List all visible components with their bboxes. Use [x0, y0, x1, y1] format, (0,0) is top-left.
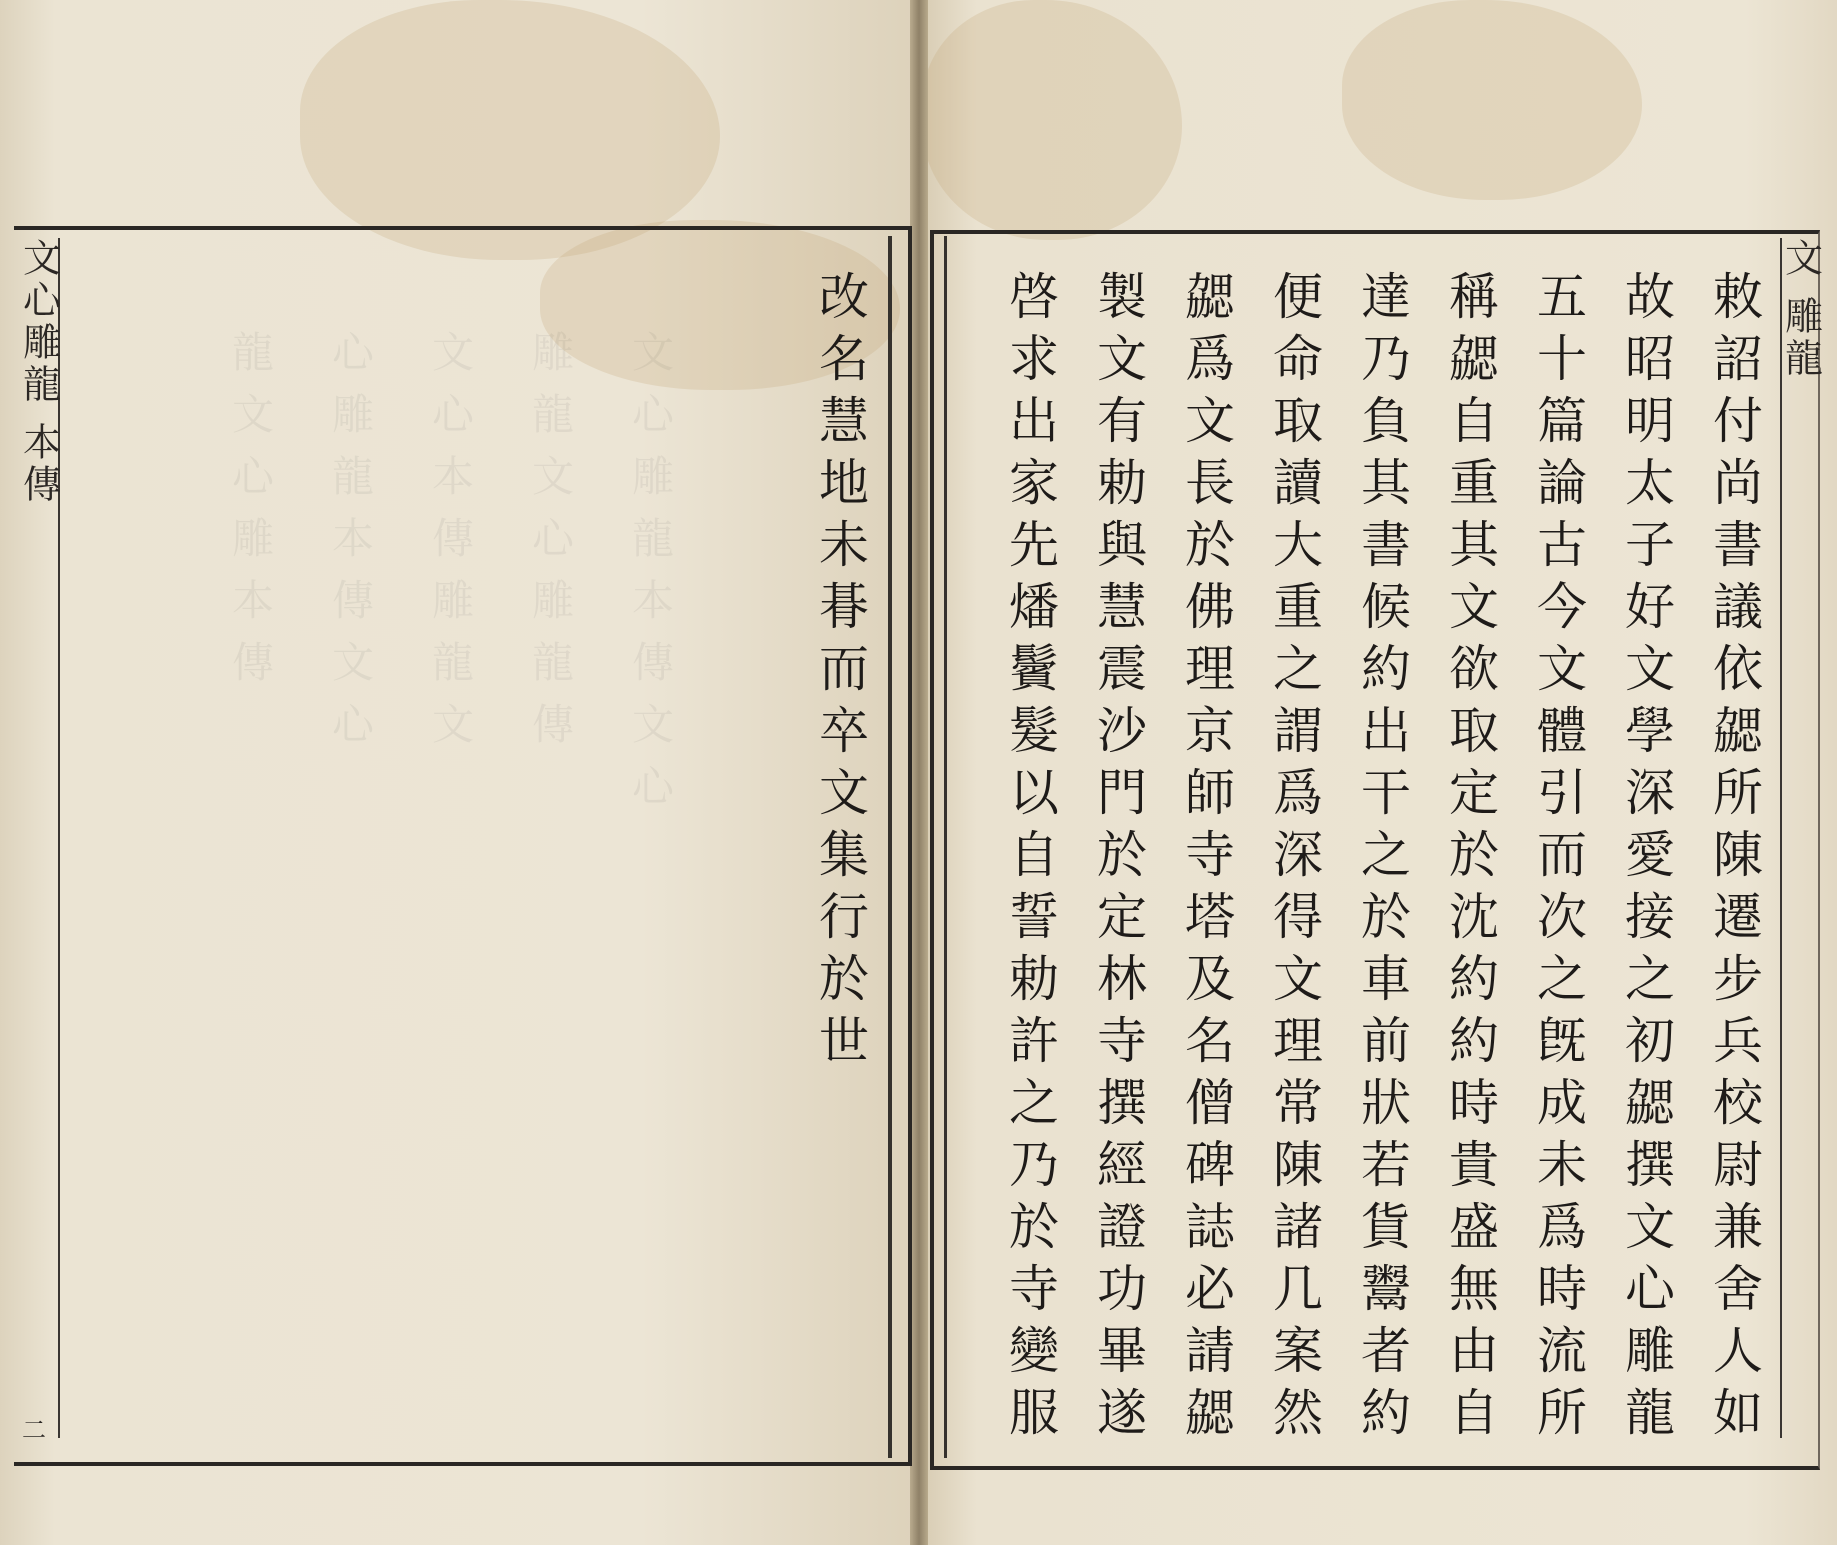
page-number: 二	[22, 1416, 46, 1444]
text-column-5: 達乃負其書候約出干之於車前狀若貨鬻者約	[1353, 270, 1411, 1448]
bleed-through-text: 文心雕龍本傳文心	[626, 330, 675, 826]
text-column-3: 五十篇論古今文體引而次之旣成未爲時流所	[1529, 270, 1587, 1448]
right-margin-strip	[1778, 238, 1823, 1438]
left-margin-title: 文心雕龍 本傳	[16, 238, 61, 507]
text-column-9: 啓求出家先燔鬢髮以自誓勅許之乃於寺變服	[1001, 270, 1059, 1448]
water-stain	[922, 0, 1182, 240]
column-rule	[944, 236, 947, 1458]
text-column-4: 稱勰自重其文欲取定於沈約約時貴盛無由自	[1441, 270, 1499, 1448]
text-column-7: 勰爲文長於佛理京師寺塔及名僧碑誌必請勰	[1177, 270, 1235, 1448]
bleed-through-text: 心雕龍本傳文心	[326, 330, 375, 764]
left-page-border	[14, 226, 912, 1466]
text-column-2: 故昭明太子好文學深愛接之初勰撰文心雕龍	[1617, 270, 1675, 1448]
right-margin-title: 文 雕龍	[1778, 238, 1823, 381]
water-stain	[300, 0, 720, 260]
water-stain	[1342, 0, 1642, 200]
text-column-8: 製文有勅與慧震沙門於定林寺撰經證功畢遂	[1089, 270, 1147, 1448]
bleed-through-text: 龍文心雕本傳	[226, 330, 275, 702]
column-rule	[888, 236, 892, 1458]
text-column-6: 便命取讀大重之謂爲深得文理常陳諸几案然	[1265, 270, 1323, 1448]
text-column-left-1: 改名慧地未朞而卒文集行於世	[811, 270, 869, 1076]
bleed-through-text: 文心本傳雕龍文	[426, 330, 475, 764]
book-gutter	[910, 0, 928, 1545]
left-margin-strip	[16, 238, 61, 1438]
bleed-through-text: 雕龍文心雕龍傳	[526, 330, 575, 764]
text-column-1: 敕詔付尚書議依勰所陳遷步兵校尉兼舍人如	[1705, 270, 1763, 1448]
